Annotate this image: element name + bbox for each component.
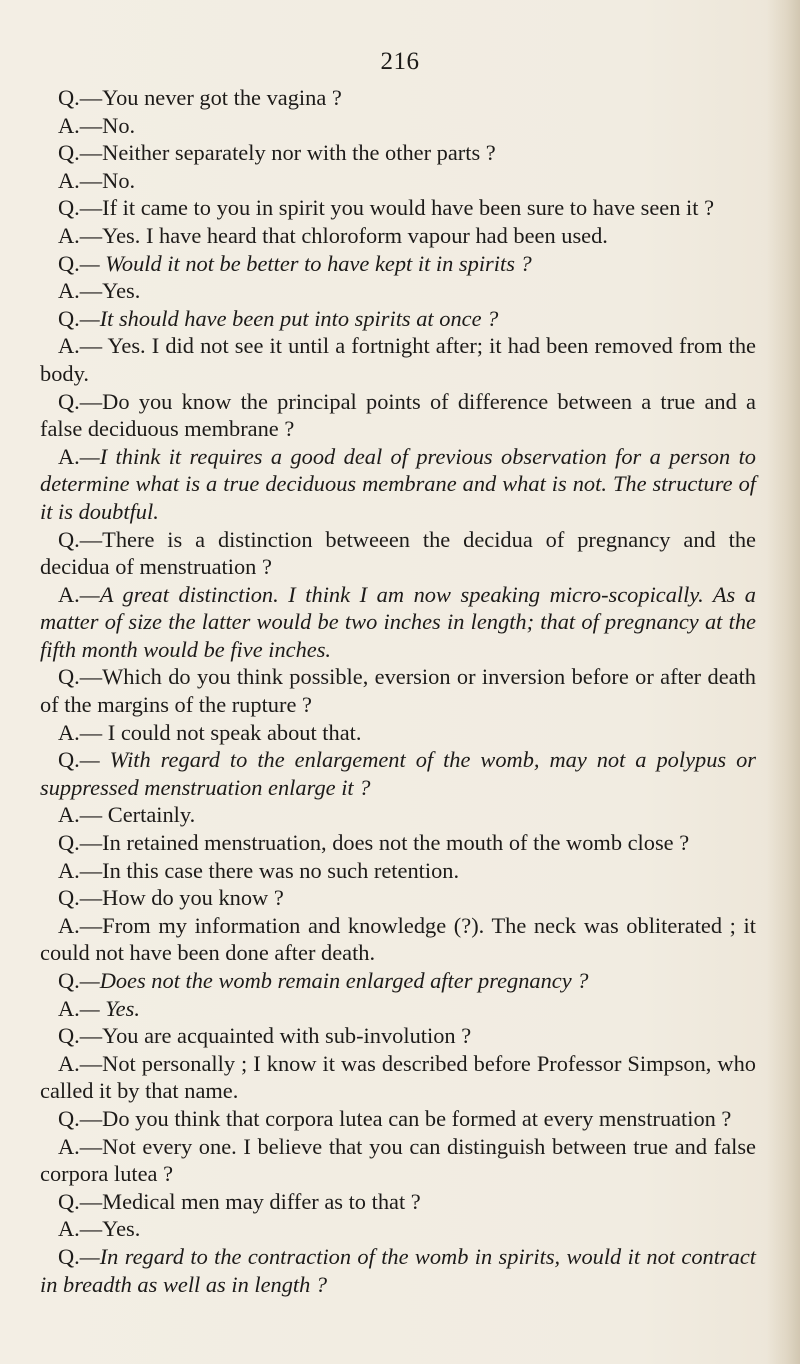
question-paragraph	[40, 1243, 756, 1298]
speaker-label: A.	[58, 112, 80, 138]
paragraph-text: — Certainly.	[79, 802, 196, 828]
question-paragraph	[40, 139, 756, 167]
speaker-label: Q.	[58, 250, 80, 276]
paragraph-text: —Medical men may differ as to that ?	[79, 1188, 421, 1214]
paragraph-text: — Yes. I did not see it until a fortnight after; it had been removed from the body.	[40, 333, 756, 386]
paragraph-text: —Neither separately nor with the other parts ?	[79, 140, 496, 166]
speaker-label: Q.	[58, 1243, 80, 1269]
paragraph-text: —Not every one. I believe that you can distinguish between true and false corpora lutea ?	[40, 1133, 756, 1187]
answer-paragraph	[40, 912, 756, 967]
paragraph-text: —If it came to you in spirit you would have been sure to have seen it ?	[79, 195, 715, 221]
question-paragraph	[40, 194, 756, 222]
question-paragraph	[40, 1022, 756, 1050]
speaker-label: Q.	[58, 1023, 80, 1049]
paragraph-text: —From my information and knowledge (?). The neck was obliterated ; it could not have been done after death.	[40, 912, 756, 966]
answer-paragraph	[40, 277, 756, 305]
answer-paragraph	[40, 801, 756, 829]
paragraph-text: —Yes. I have heard that chloroform vapour had been used.	[79, 222, 608, 248]
testimony-text	[40, 84, 756, 1298]
question-paragraph	[40, 305, 756, 333]
answer-paragraph	[40, 1215, 756, 1243]
paragraph-text: —A great distinction. I think I am now speaking micro-scopically. As a matter of size the latter would be two inches in length; that of pregnancy at the fifth month would be five inches.	[40, 581, 756, 662]
speaker-label: A.	[58, 1050, 80, 1076]
answer-paragraph	[40, 857, 756, 885]
paragraph-text: —In retained menstruation, does not the mouth of the womb close ?	[79, 830, 690, 856]
answer-paragraph	[40, 222, 756, 250]
question-paragraph	[40, 1188, 756, 1216]
speaker-label: Q.	[58, 305, 80, 331]
question-paragraph	[40, 250, 756, 278]
page-edge-shadow	[766, 0, 800, 1364]
paragraph-text: — I could not speak about that.	[79, 719, 362, 745]
paragraph-text: —You never got the vagina ?	[79, 85, 342, 110]
question-paragraph	[40, 746, 756, 801]
paragraph-text: —No.	[79, 167, 136, 193]
speaker-label: Q.	[58, 526, 80, 552]
speaker-label: Q.	[58, 85, 80, 110]
answer-paragraph	[40, 719, 756, 747]
speaker-label: Q.	[58, 747, 80, 773]
speaker-label: Q.	[58, 195, 80, 221]
question-paragraph	[40, 1105, 756, 1133]
speaker-label: Q.	[58, 1105, 80, 1131]
question-paragraph	[40, 388, 756, 443]
speaker-label: A.	[58, 802, 80, 828]
answer-paragraph	[40, 581, 756, 664]
speaker-label: A.	[58, 167, 80, 193]
speaker-label: Q.	[58, 140, 80, 166]
speaker-label: Q.	[58, 968, 80, 993]
question-paragraph	[40, 967, 756, 995]
paragraph-text: — With regard to the enlargement of the womb, may not a polypus or suppressed menstruation enlarge it ?	[40, 747, 756, 800]
speaker-label: A.	[58, 995, 80, 1021]
paragraph-text: —Do you know the principal points of difference between a true and a false deciduous membrane ?	[40, 388, 756, 442]
paragraph-text: —Not personally ; I know it was described before Professor Simpson, who called it by that name.	[40, 1050, 756, 1104]
answer-paragraph	[40, 1050, 756, 1105]
question-paragraph	[40, 663, 756, 718]
speaker-label: A.	[58, 1133, 80, 1159]
answer-paragraph	[40, 995, 756, 1023]
speaker-label: A.	[58, 857, 80, 883]
question-paragraph	[40, 829, 756, 857]
paragraph-text: — Would it not be better to have kept it in spirits ?	[79, 250, 532, 276]
paragraph-text: — Yes.	[79, 995, 140, 1021]
answer-paragraph	[40, 1133, 756, 1188]
question-paragraph	[40, 84, 756, 112]
paragraph-text: —Yes.	[79, 1216, 141, 1242]
paragraph-text: —You are acquainted with sub-involution ?	[79, 1023, 472, 1049]
speaker-label: Q.	[58, 830, 80, 856]
speaker-label: A.	[58, 581, 80, 607]
answer-paragraph	[40, 332, 756, 387]
paragraph-text: —Does not the womb remain enlarged after pregnancy ?	[79, 968, 589, 993]
speaker-label: A.	[58, 443, 80, 469]
paragraph-text: —How do you know ?	[79, 885, 284, 911]
paragraph-text: —It should have been put into spirits at once ?	[79, 305, 499, 331]
speaker-label: A.	[58, 222, 80, 248]
answer-paragraph	[40, 443, 756, 526]
speaker-label: Q.	[58, 388, 80, 414]
answer-paragraph	[40, 112, 756, 140]
speaker-label: A.	[58, 1216, 80, 1242]
page-number: 216	[380, 48, 420, 75]
speaker-label: A.	[58, 278, 80, 304]
answer-paragraph	[40, 167, 756, 195]
speaker-label: A.	[58, 719, 80, 745]
paragraph-text: —In regard to the contraction of the womb in spirits, would it not contract in breadth as well as in length ?	[40, 1243, 756, 1297]
paragraph-text: —I think it requires a good deal of previous observation for a person to determine what is a true deciduous membrane and what is not. The structure of it is doubtful.	[40, 443, 756, 524]
paragraph-text: —There is a distinction betweeen the decidua of pregnancy and the decidua of menstruation ?	[40, 526, 756, 580]
paragraph-text: —In this case there was no such retention.	[79, 857, 460, 883]
question-paragraph	[40, 526, 756, 581]
paragraph-text: —Do you think that corpora lutea can be formed at every menstruation ?	[79, 1105, 732, 1131]
speaker-label: A.	[58, 912, 80, 938]
speaker-label: Q.	[58, 664, 80, 690]
speaker-label: A.	[58, 333, 80, 359]
paragraph-text: —No.	[79, 112, 136, 138]
speaker-label: Q.	[58, 1188, 80, 1214]
paragraph-text: —Yes.	[79, 278, 141, 304]
speaker-label: Q.	[58, 885, 80, 911]
question-paragraph	[40, 884, 756, 912]
paragraph-text: —Which do you think possible, eversion or inversion before or after death of the margins of the rupture ?	[40, 664, 756, 718]
